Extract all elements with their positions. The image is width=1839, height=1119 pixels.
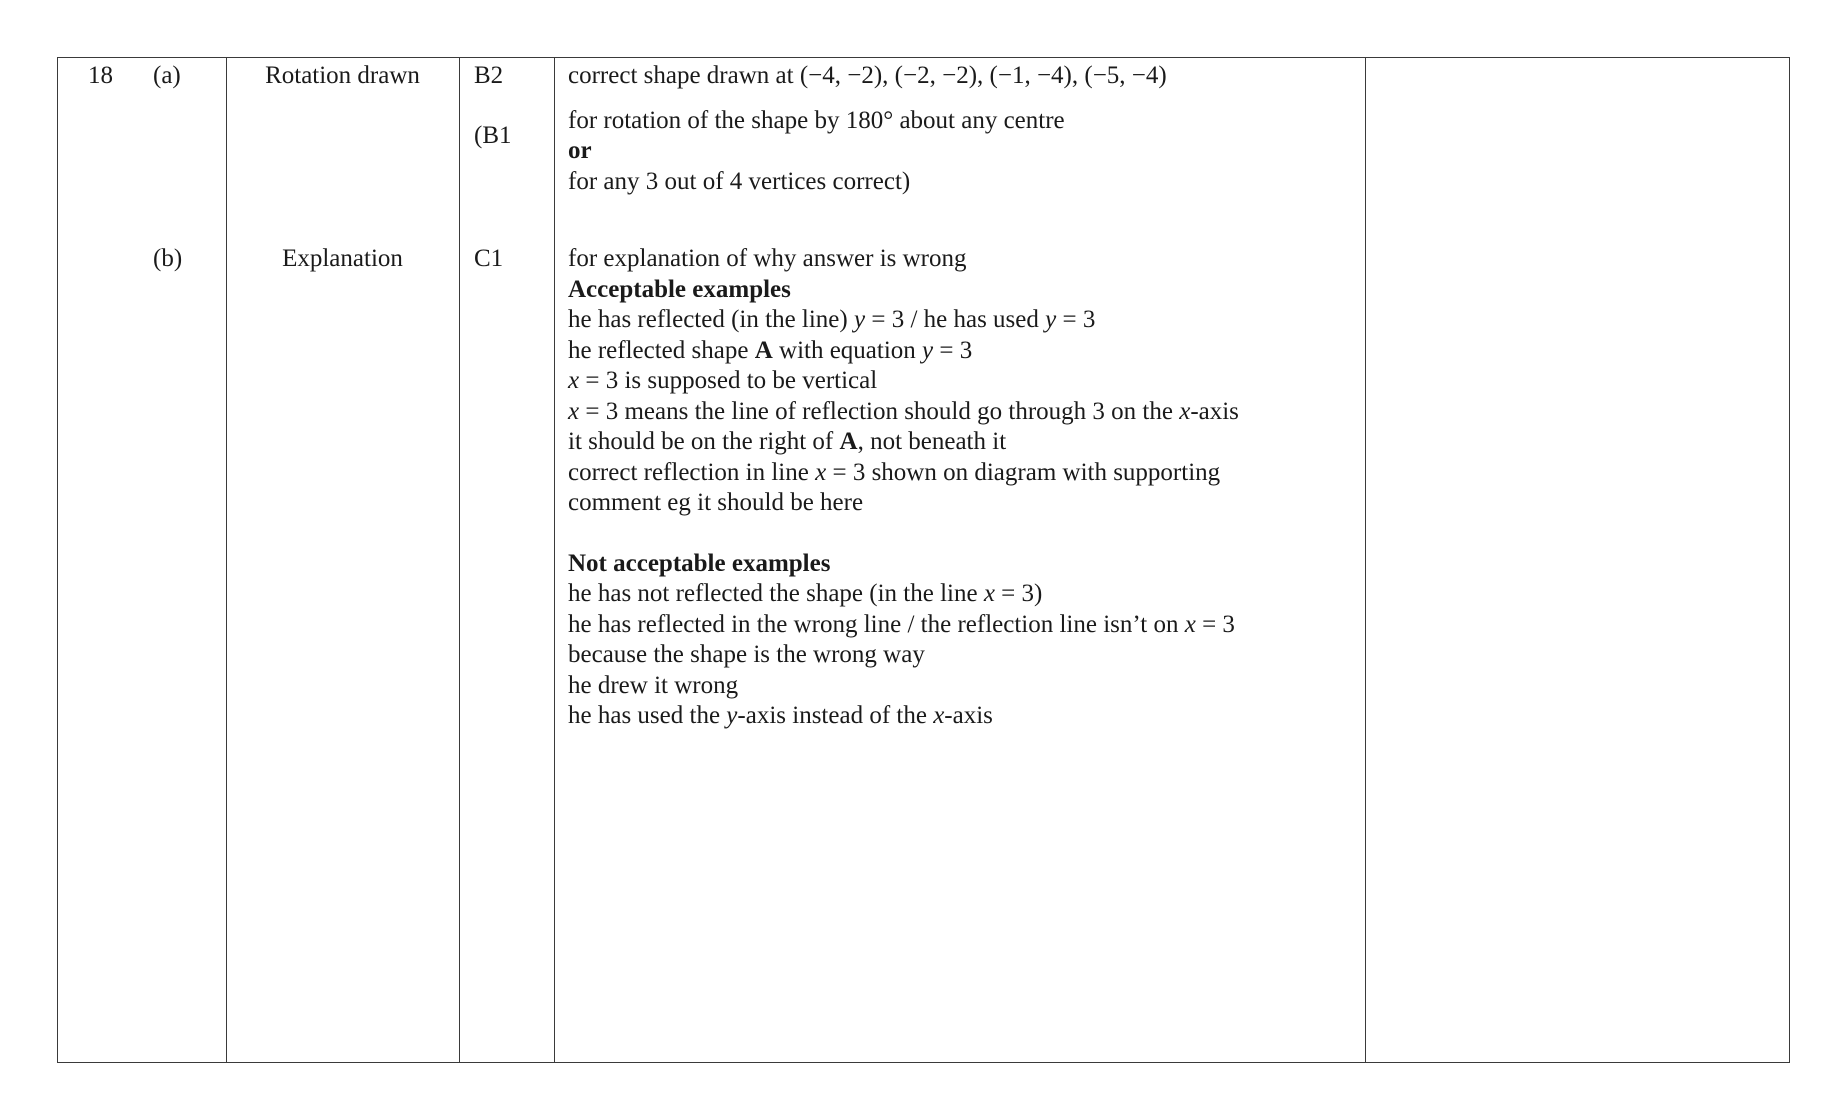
acceptable-example: x = 3 means the line of reflection should go through 3 on the x-axis (568, 397, 1239, 425)
mark-scheme-table (57, 57, 1790, 1063)
part-a-note-b1-line1: for rotation of the shape by 180° about any centre (568, 106, 1065, 134)
part-a-note-or: or (568, 137, 592, 164)
part-a-mark: B2 (474, 62, 504, 89)
acceptable-example: he has reflected (in the line) y = 3 / he has used y = 3 (568, 306, 1096, 333)
not-acceptable-example: he has used the y-axis instead of the x-axis (568, 702, 993, 729)
not-acceptable-example: he has reflected in the wrong line / the reflection line isn’t on x = 3 (568, 610, 1235, 638)
part-b-intro: for explanation of why answer is wrong (568, 245, 967, 272)
acceptable-example: x = 3 is supposed to be vertical (568, 367, 878, 394)
part-a-note-main: correct shape drawn at (−4, −2), (−2, −2), (−1, −4), (−5, −4) (568, 62, 1167, 89)
part-b-mark: C1 (474, 245, 504, 272)
acceptable-example: it should be on the right of A, not beneath it (568, 428, 1007, 455)
not-acceptable-heading: Not acceptable examples (568, 549, 831, 577)
acceptable-example: correct reflection in line x = 3 shown on diagram with supporting (568, 458, 1221, 486)
part-a-sub-mark: (B1 (474, 122, 512, 149)
question-number: 18 (88, 62, 113, 89)
not-acceptable-example: he drew it wrong (568, 671, 739, 699)
acceptable-example: he reflected shape A with equation y = 3 (568, 336, 973, 364)
not-acceptable-example: he has not reflected the shape (in the line x = 3) (568, 580, 1043, 607)
part-b-label: (b) (153, 245, 183, 272)
not-acceptable-example: because the shape is the wrong way (568, 641, 925, 668)
part-a-answer: Rotation drawn (265, 62, 420, 89)
part-b-answer: Explanation (282, 245, 403, 272)
column-divider (1365, 58, 1366, 1062)
acceptable-example: comment eg it should be here (568, 489, 864, 516)
column-divider (226, 58, 227, 1062)
part-a-label: (a) (153, 62, 181, 89)
column-divider (459, 58, 460, 1062)
part-a-guidance (568, 61, 1167, 197)
part-b-guidance (568, 244, 1239, 732)
acceptable-heading: Acceptable examples (568, 275, 791, 303)
part-a-note-b1-line2: for any 3 out of 4 vertices correct) (568, 167, 911, 195)
column-divider (554, 58, 555, 1062)
